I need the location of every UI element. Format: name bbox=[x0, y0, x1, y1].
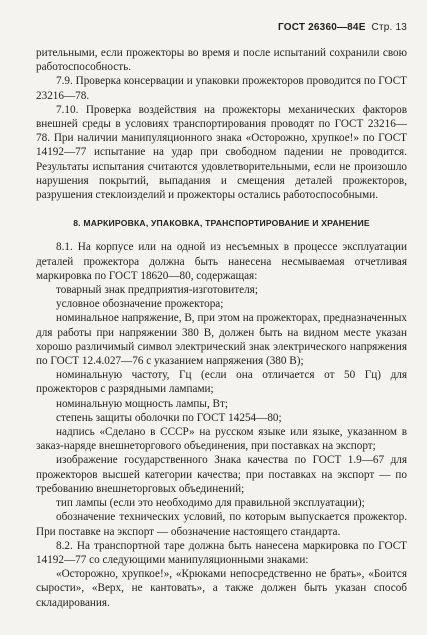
page-number: Стр. 13 bbox=[371, 22, 407, 33]
list-item: степень защиты оболочки по ГОСТ 14254—80; bbox=[56, 411, 282, 424]
paragraph-8-1: 8.1. На корпусе или на одной из несъемных в процессе эксплуатации деталей прожектора должна быть нанесена несмываемая отчетливая маркировка по ГОСТ 18620—80, содержащая: bbox=[36, 241, 407, 282]
handling-signs: «Осторожно, хрупкое!», «Крюками непосредственно не брать», «Боится сырости», «Верх, не кантовать», а также должен быть указан способ складирования. bbox=[36, 568, 407, 609]
list-item: тип лампы (если это необходимо для правильной эксплуатации); bbox=[56, 497, 365, 510]
section-heading: 8. МАРКИРОВКА, УПАКОВКА, ТРАНСПОРТИРОВАНИЕ И ХРАНЕНИЕ bbox=[73, 218, 370, 229]
standard-code: ГОСТ 26360—84Е bbox=[277, 22, 366, 33]
paragraph-8-2: 8.2. На транспортной таре должна быть нанесена маркировка по ГОСТ 14192—77 со следующими манипуляционными знаками: bbox=[36, 539, 407, 566]
list-item: обозначение технических условий, по которым выпускается прожектор. При поставке на экспорт — обозначение настоящего стандарта. bbox=[36, 511, 407, 538]
document-body bbox=[36, 46, 407, 610]
list-item: изображение государственного Знака качества по ГОСТ 1.9—67 для прожекторов высшей категории качества; при поставках на экспорт — по требованию внешнеторговых объединений; bbox=[36, 454, 407, 495]
paragraph-7-9: 7.9. Проверка консервации и упаковки прожекторов проводится по ГОСТ 23216—78. bbox=[36, 75, 407, 102]
list-item: надпись «Сделано в СССР» на русском языке или языке, указанном в заказ-наряде внешнеторгового объединения, при поставках на экспорт; bbox=[36, 426, 407, 453]
page-header bbox=[278, 22, 407, 33]
paragraph-continuation: рительными, если прожекторы во время и после испытаний сохранили свою работоспособность. bbox=[36, 47, 407, 74]
list-item: условное обозначение прожектора; bbox=[56, 298, 224, 311]
list-item: номинальную мощность лампы, Вт; bbox=[56, 397, 228, 410]
paragraph-7-10: 7.10. Проверка воздействия на прожекторы механических факторов внешней среды в условиях транспортирования проводят по ГОСТ 23216—78. При наличии манипуляционного знака «Осторожно, хрупкое!» по ГОСТ 14192—77 испытание на удар при свободном падении не проводится. Результаты испытания считаются удовлетворительными, если не произошло нарушения покрытий, выпадания и смещения деталей прожекторов, разрушения стеклоизделий и прожекторы остались работоспособными. bbox=[36, 103, 407, 202]
list-item: номинальное напряжение, В, при этом на прожекторах, предназначенных для работы при напряжении 380 В, должен быть на видном месте указан хорошо различимый символ электрический знак электрического напряжения по ГОСТ 12.4.027—76 с указанием напряжения (380 В); bbox=[36, 312, 407, 368]
list-item: номинальную частоту, Гц (если она отличается от 50 Гц) для прожекторов с разрядными лампами; bbox=[36, 369, 407, 396]
list-item: товарный знак предприятия-изготовителя; bbox=[56, 284, 258, 297]
